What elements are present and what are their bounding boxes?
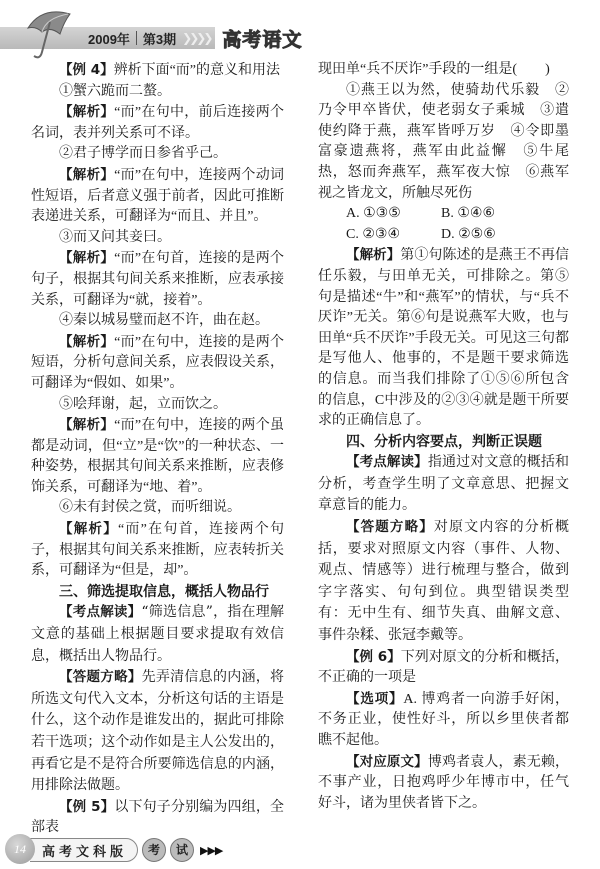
left-column: [31, 60, 284, 839]
paragraph-text: 博鸡者袁人，素无赖，不事产业，日抱鸡呼少年博市中，任气好斗，诸为里侠者皆下之。: [318, 754, 570, 811]
header-row: [88, 27, 302, 49]
paragraph-label: 【例 6】: [346, 648, 401, 665]
paragraph-label: 【解析】: [59, 521, 118, 538]
magazine-title: 高考语文: [222, 28, 303, 51]
paragraph: [318, 752, 569, 815]
paragraph: [31, 60, 284, 82]
right-column: [318, 60, 569, 814]
answer-option: D. ②⑤⑥: [441, 226, 496, 242]
paragraph-text: 先弄清信息的内涵，将所选文句代入文本，分析这句话的主语是什么，这个动作是谁发出的，据此可排除若干选项；这个动作如是主人公发出的，再看它是不是符合所要筛选信息的内涵，用排除法做题。: [31, 669, 285, 794]
paragraph: [31, 248, 284, 311]
answer-option: C. ②③④: [346, 226, 400, 242]
paragraph-text: 第①句陈述的是燕王不再信任乐毅，与田单无关，可排除之。第⑤句是描述“牛”和“燕军”的情状，与“兵不厌诈”无关。第⑥句是说燕军大败，也与田单“兵不厌诈”手段无关。可见这三句都是写他人、他事的，不是题干要求筛选的信息。而当我们排除了①⑤⑥所包含的信息，C中涉及的②③④就是题干所要求的正确信息了。: [318, 248, 570, 429]
edition-label: 高考文科版: [42, 844, 128, 860]
paragraph-text: ⑤哙拜谢，起，立而饮之。: [59, 396, 227, 412]
paragraph: [318, 452, 569, 517]
footer-bar: [30, 838, 222, 862]
paragraph-label: 【答题方略】: [59, 669, 142, 686]
page-number: 14: [5, 834, 35, 864]
issue-number: 第3期: [142, 31, 177, 47]
paragraph-label: 【对应原文】: [346, 753, 428, 770]
paragraph: [31, 519, 284, 582]
paragraph-text: ①蟹六跪而二螯。: [59, 83, 171, 99]
edition-pill: [30, 838, 138, 862]
paragraph-label: 【解析】: [59, 104, 115, 121]
paragraph-text: “而”在句首，连接的是两个句子，根据其句间关系来推断，应表承接关系，可翻译为“就，接着”。: [31, 251, 284, 308]
paragraph-label: 【解析】: [59, 333, 115, 350]
paragraph-label: 【考点解读】: [59, 604, 142, 621]
paragraph-text: 下列对原文的分析和概括，不正确的一项是: [318, 649, 570, 686]
arrows-icon: ▶▶▶: [200, 844, 223, 857]
paragraph-label: 【解析】: [59, 166, 115, 183]
paragraph-text: “而”在句中，连接的是两个短语，分析句意间关系，应表假设关系，可翻译为“假如、如果”。: [31, 334, 284, 391]
page-header: [0, 0, 600, 60]
paragraph-label: 【答题方略】: [346, 519, 434, 536]
paragraph: [31, 602, 284, 667]
badge-kao: 考: [142, 838, 166, 862]
page-footer: [0, 834, 260, 866]
paragraph-label: 【解析】: [59, 250, 115, 267]
section-heading: [318, 432, 569, 453]
paragraph-text: 现田单“兵不厌诈”手段的一组是( ): [318, 62, 550, 77]
paragraph: [31, 415, 284, 498]
answer-option: A. ①③⑤: [346, 206, 401, 222]
section-heading: [31, 582, 284, 603]
paragraph-text: ③而又问其妾曰。: [59, 229, 171, 245]
paragraph-label: 【例 5】: [59, 798, 115, 815]
paragraph-text: ②君子博学而日参省乎己。: [59, 146, 227, 162]
paragraph: [31, 165, 284, 228]
umbrella-icon: [24, 6, 74, 62]
paragraph: [318, 689, 569, 752]
paragraph-text: “而”在句中，连接的两个虽都是动词，但“立”是“饮”的一种状态、一种姿势，根据其句间关系来推断，应表修饰关系，可翻译为“地、着”。: [31, 418, 284, 495]
paragraph-text: 以下句子分别编为四组，全部表: [31, 799, 285, 836]
paragraph: [31, 311, 284, 332]
badge-shi: 试: [170, 838, 194, 862]
paragraph: [318, 81, 569, 205]
paragraph-label: 【选项】: [346, 690, 404, 707]
paragraph: [31, 102, 284, 144]
paragraph: [31, 82, 284, 103]
paragraph-text: ⑥未有封侯之赏，而听细说。: [59, 500, 241, 516]
paragraph-text: 指通过对文意的概括和分析，考查学生明了文章意思、把握文章意旨的能力。: [318, 454, 570, 514]
paragraph-text: A. 博鸡者一向游手好闲，不务正业，使性好斗，所以乡里侠者都瞧不起他。: [318, 691, 569, 748]
paragraph-text: ④秦以城易璧而赵不许，曲在赵。: [59, 313, 269, 329]
paragraph-label: 【例 4】: [59, 62, 114, 78]
paragraph: [31, 667, 284, 797]
paragraph-label: 【解析】: [59, 417, 115, 434]
paragraph: [31, 332, 284, 395]
paragraph: [31, 228, 284, 249]
paragraph: [31, 144, 284, 165]
issue-year: 2009年: [88, 31, 130, 47]
paragraph-label: 【解析】: [346, 247, 401, 264]
paragraph-text: “而”在句中，连接两个动词性短语，后者意义强于前者，因此可推断表递进关系，可翻译为“而且、并且”。: [31, 167, 284, 225]
paragraph-text: ①燕王以为然，使骑劫代乐毅 ②乃令甲卒皆伏，使老弱女子乘城 ③遣使约降于燕，燕军皆呼万岁 ④令即墨富豪遗燕将，燕军由此益懈 ⑤牛尾热，怒而奔燕军，燕军夜大惊 ⑥燕军视之皆龙文，所触尽死伤: [318, 82, 569, 201]
paragraph-text: “而”在句首，连接两个句子，根据其句间关系来推断，应表转折关系，可翻译为“但是，却”。: [31, 522, 284, 579]
paragraph-text: 对原文内容的分析概括，要求对照原文内容（事件、人物、观点、情感等）进行梳理与整合，做到字字落实、句句到位。典型错误类型有：无中生有、细节失真、曲解文意、事件杂糅、张冠李戴等。: [318, 519, 570, 644]
paragraph-text: 三、筛选提取信息，概括人物品行: [59, 583, 269, 600]
paragraph: [318, 517, 569, 647]
paragraph-text: “筛选信息”，指在理解文意的基础上根据题目要求提取有效信息，概括出人物品行。: [31, 604, 284, 664]
paragraph: [318, 245, 569, 431]
paragraph-text: “而”在句中，前后连接两个名词，表并列关系可不译。: [31, 105, 284, 141]
paragraph: [31, 498, 284, 519]
paragraph-label: 【考点解读】: [346, 454, 428, 471]
chevrons-icon: ❯❯❯❯: [182, 31, 211, 45]
answer-option: B. ①④⑥: [441, 206, 495, 222]
answer-options: [318, 204, 569, 245]
paragraph: [318, 647, 569, 689]
paragraph-text: 辨析下面“而”的意义和用法: [113, 63, 281, 78]
paragraph-text: 四、分析内容要点，判断正误题: [346, 433, 542, 450]
paragraph: [31, 395, 284, 416]
paragraph: [318, 60, 569, 81]
paragraph: [31, 797, 284, 839]
header-divider: [136, 31, 137, 45]
